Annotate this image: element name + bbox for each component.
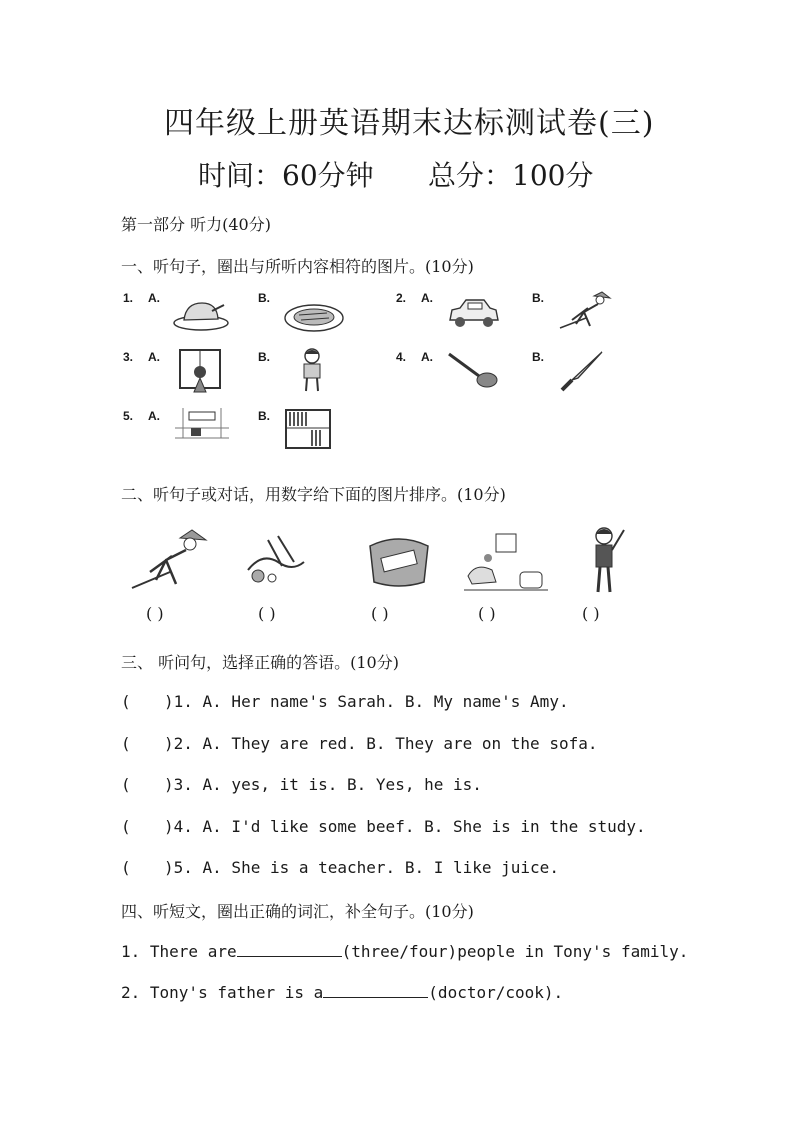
answer-paren-2[interactable]: ( bbox=[121, 734, 131, 753]
fill-item-2 bbox=[121, 983, 563, 1002]
answer-paren-1[interactable]: ( bbox=[121, 692, 131, 711]
item5-a-label: A. bbox=[148, 409, 160, 423]
question-item-5: )5. A. She is a teacher. B. I like juice. bbox=[164, 858, 559, 877]
sliced-meat-plate-icon[interactable] bbox=[283, 296, 345, 334]
part1-heading: 第一部分 听力(40分) bbox=[121, 215, 271, 234]
item1-num: 1. bbox=[123, 291, 134, 305]
item2-num: 2. bbox=[396, 291, 407, 305]
question-item-1: )1. A. Her name's Sarah. B. My name's Amy. bbox=[164, 692, 569, 711]
item3-a-label: A. bbox=[148, 350, 160, 364]
fill-item-2-after: (doctor/cook). bbox=[428, 983, 564, 1002]
car-icon[interactable] bbox=[446, 296, 500, 332]
item1-b-label: B. bbox=[258, 291, 270, 305]
bookshelf-icon[interactable] bbox=[284, 408, 332, 450]
fill-item-2-before: 2. Tony's father is a bbox=[121, 983, 324, 1002]
item3-b-label: B. bbox=[258, 350, 270, 364]
sec2-heading: 二、听句子或对话，用数字给下面的图片排序。(10分) bbox=[121, 485, 506, 504]
question-item-3: )3. A. yes, it is. B. Yes, he is. bbox=[164, 775, 482, 794]
knife-icon[interactable] bbox=[558, 348, 606, 394]
item1-a-label: A. bbox=[148, 291, 160, 305]
boy-standing-icon[interactable] bbox=[296, 347, 328, 395]
item2-a-label: A. bbox=[421, 291, 433, 305]
fill-item-1-before: 1. There are bbox=[121, 942, 237, 961]
item5-b-label: B. bbox=[258, 409, 270, 423]
answer-paren-3[interactable]: ( bbox=[121, 775, 131, 794]
item2-b-label: B. bbox=[532, 291, 544, 305]
farmer-digging-icon[interactable] bbox=[556, 290, 612, 334]
girl-at-window-icon[interactable] bbox=[178, 348, 222, 396]
fill-item-1 bbox=[121, 942, 688, 961]
page-title: 四年级上册英语期末达标测试卷(三) bbox=[164, 106, 655, 141]
answer-paren-4[interactable]: ( bbox=[121, 817, 131, 836]
kitchen-icon[interactable] bbox=[173, 406, 231, 442]
item3-num: 3. bbox=[123, 350, 134, 364]
order-blank-3[interactable]: ( ) bbox=[371, 604, 389, 623]
bathroom-icon[interactable] bbox=[462, 532, 550, 594]
order-blank-4[interactable]: ( ) bbox=[478, 604, 496, 623]
fill-item-1-after: (three/four)people in Tony's family. bbox=[341, 942, 689, 961]
sec3-heading: 三、 听问句，选择正确的答语。(10分) bbox=[121, 653, 399, 672]
exam-time: 时间：60分钟 bbox=[198, 159, 374, 192]
item4-a-label: A. bbox=[421, 350, 433, 364]
item4-num: 4. bbox=[396, 350, 407, 364]
bag-with-items-icon[interactable] bbox=[366, 532, 432, 590]
exam-total: 总分：100分 bbox=[428, 159, 594, 192]
order-blank-1[interactable]: ( ) bbox=[146, 604, 164, 623]
spoon-icon[interactable] bbox=[445, 350, 501, 392]
boy-waving-icon[interactable] bbox=[586, 522, 632, 596]
roast-chicken-icon[interactable] bbox=[172, 293, 230, 333]
item5-num: 5. bbox=[123, 409, 134, 423]
question-item-2: )2. A. They are red. B. They are on the sofa. bbox=[164, 734, 598, 753]
fill-blank-1[interactable] bbox=[237, 942, 342, 957]
sec4-heading: 四、听短文，圈出正确的词汇，补全句子。(10分) bbox=[121, 902, 474, 921]
item4-b-label: B. bbox=[532, 350, 544, 364]
sec1-heading: 一、听句子，圈出与所听内容相符的图片。(10分) bbox=[121, 257, 474, 276]
farmer-digging-icon[interactable] bbox=[128, 528, 210, 592]
hands-washing-dishes-icon[interactable] bbox=[238, 532, 310, 590]
answer-paren-5[interactable]: ( bbox=[121, 858, 131, 877]
order-blank-2[interactable]: ( ) bbox=[258, 604, 276, 623]
order-blank-5[interactable]: ( ) bbox=[582, 604, 600, 623]
question-item-4: )4. A. I'd like some beef. B. She is in the study. bbox=[164, 817, 646, 836]
fill-blank-2[interactable] bbox=[323, 983, 428, 998]
